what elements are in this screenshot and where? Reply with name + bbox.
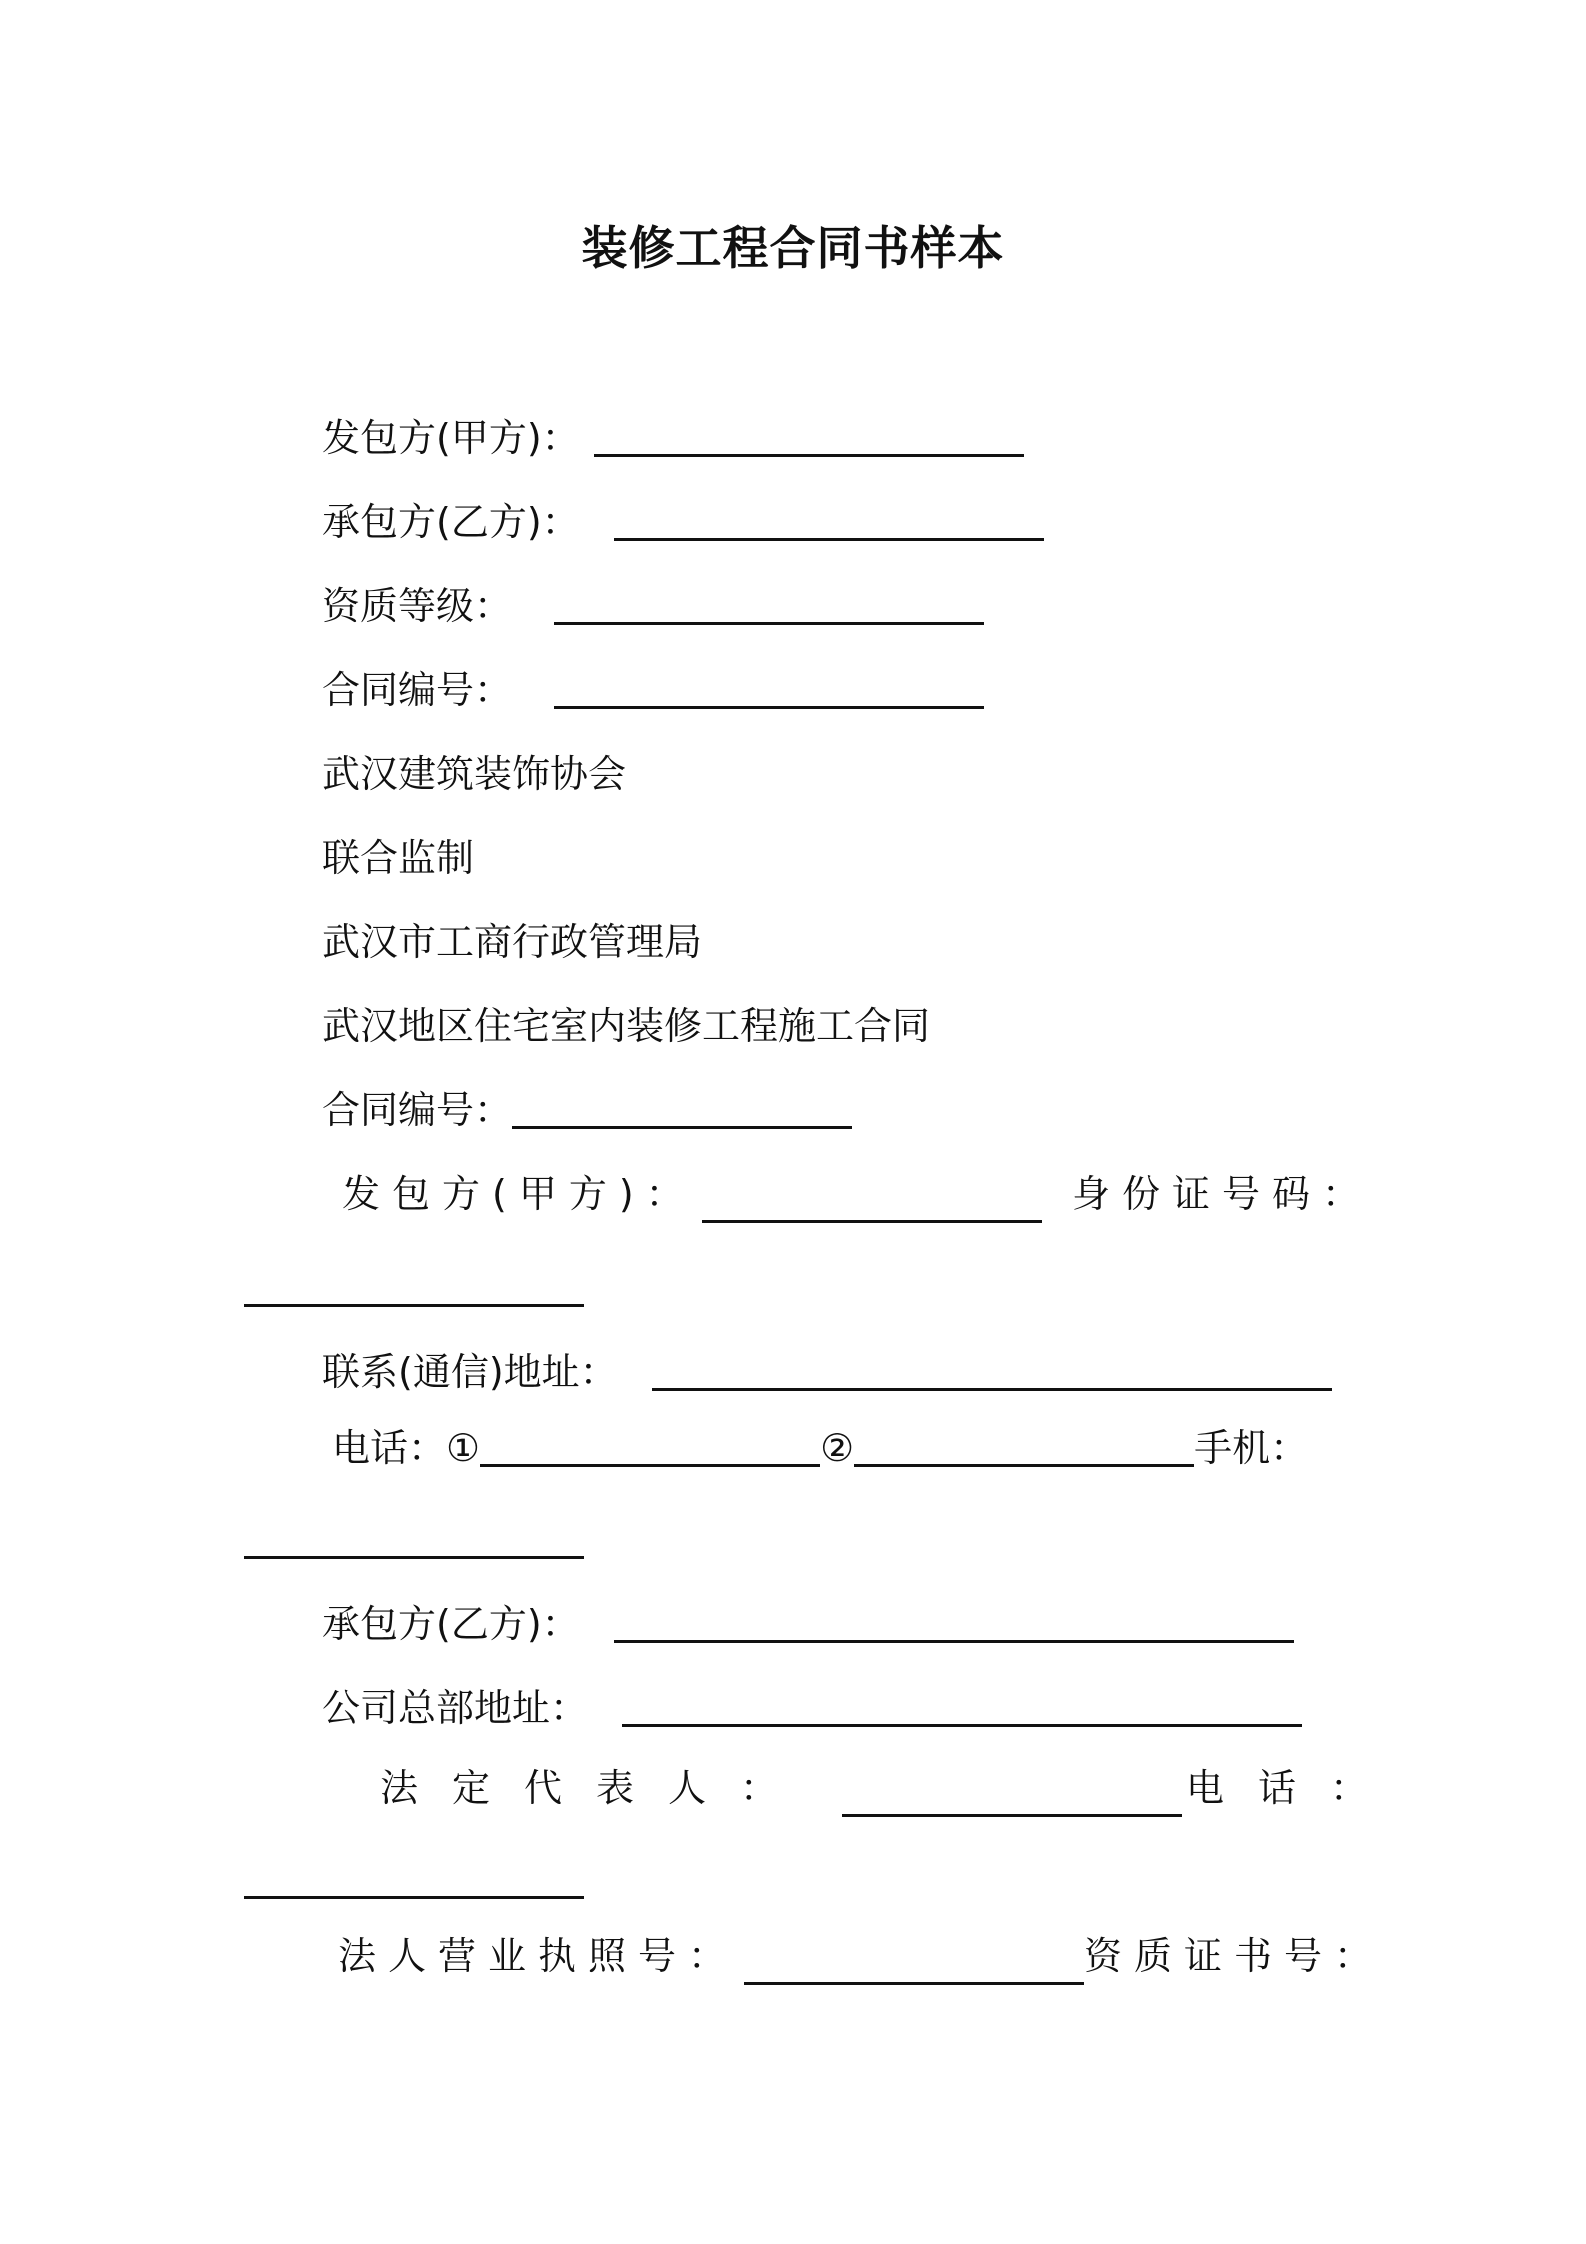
party-a-address-field <box>322 1344 1332 1400</box>
party-a-phone-field <box>332 1420 1308 1476</box>
party-a-phone-1-blank[interactable] <box>480 1424 820 1467</box>
issuer-line: 武汉建筑装饰协会 <box>322 752 627 796</box>
cover-qualification-blank[interactable] <box>554 582 984 625</box>
party-b-hq-blank[interactable] <box>622 1684 1302 1727</box>
legal-rep-label: 法定代表人： <box>380 1766 813 1810</box>
cover-party-b-field <box>322 494 1044 550</box>
cover-party-a-field <box>322 410 1024 466</box>
cover-contract-no-blank[interactable] <box>554 666 984 709</box>
cover-party-b-label: 承包方(乙方)： <box>322 500 580 544</box>
party-b-phone-label: 电话： <box>1186 1766 1403 1810</box>
phone-marker-1: ① <box>446 1426 481 1470</box>
party-b-phone-field <box>1186 1760 1402 1816</box>
party-a-mobile-label: 手机： <box>1194 1426 1309 1470</box>
party-a-address-label: 联系(通信)地址： <box>322 1350 618 1394</box>
party-a-label: 发包方(甲方)： <box>342 1172 696 1216</box>
cover-contract-no-label: 合同编号： <box>322 668 513 712</box>
cover-qualification-field <box>322 578 984 634</box>
license-label: 法人营业执照号： <box>338 1934 739 1978</box>
party-a-address-blank[interactable] <box>652 1348 1332 1391</box>
cover-party-a-label: 发包方(甲方)： <box>322 416 580 460</box>
party-b-label: 承包方(乙方)： <box>322 1602 580 1646</box>
legal-rep-field <box>380 1760 812 1816</box>
license-field <box>338 1928 738 1984</box>
issuer-line: 武汉市工商行政管理局 <box>322 920 703 964</box>
contract-no-blank[interactable] <box>512 1086 852 1129</box>
issuer-line: 联合监制 <box>322 836 475 880</box>
cover-party-a-blank[interactable] <box>594 414 1024 457</box>
party-a-phone-label: 电话： <box>332 1426 447 1470</box>
party-a-id-blank[interactable] <box>244 1264 584 1307</box>
party-a-id-label: 身份证号码： <box>1072 1172 1373 1216</box>
party-b-phone-blank[interactable] <box>244 1856 584 1899</box>
cover-qualification-label: 资质等级： <box>322 584 513 628</box>
party-a-id-field <box>1072 1166 1372 1222</box>
party-b-hq-label: 公司总部地址： <box>322 1686 589 1730</box>
contract-no-field <box>322 1082 852 1138</box>
legal-rep-blank[interactable] <box>842 1774 1182 1817</box>
document-title: 装修工程合同书样本 <box>581 221 1005 275</box>
cover-contract-no-field <box>322 662 984 718</box>
cert-field <box>1084 1928 1384 1984</box>
party-a-phone-2-blank[interactable] <box>854 1424 1194 1467</box>
party-a-blank[interactable] <box>702 1180 1042 1223</box>
party-b-field <box>322 1596 1294 1652</box>
party-b-hq-field <box>322 1680 1302 1736</box>
party-a-mobile-blank[interactable] <box>244 1516 584 1559</box>
cert-label: 资质证书号： <box>1084 1934 1385 1978</box>
contract-name-line: 武汉地区住宅室内装修工程施工合同 <box>322 1004 931 1048</box>
contract-no-label: 合同编号： <box>322 1088 513 1132</box>
phone-marker-2: ② <box>820 1426 855 1470</box>
license-blank[interactable] <box>744 1942 1084 1985</box>
party-a-field <box>342 1166 696 1222</box>
party-b-blank[interactable] <box>614 1600 1294 1643</box>
cover-party-b-blank[interactable] <box>614 498 1044 541</box>
